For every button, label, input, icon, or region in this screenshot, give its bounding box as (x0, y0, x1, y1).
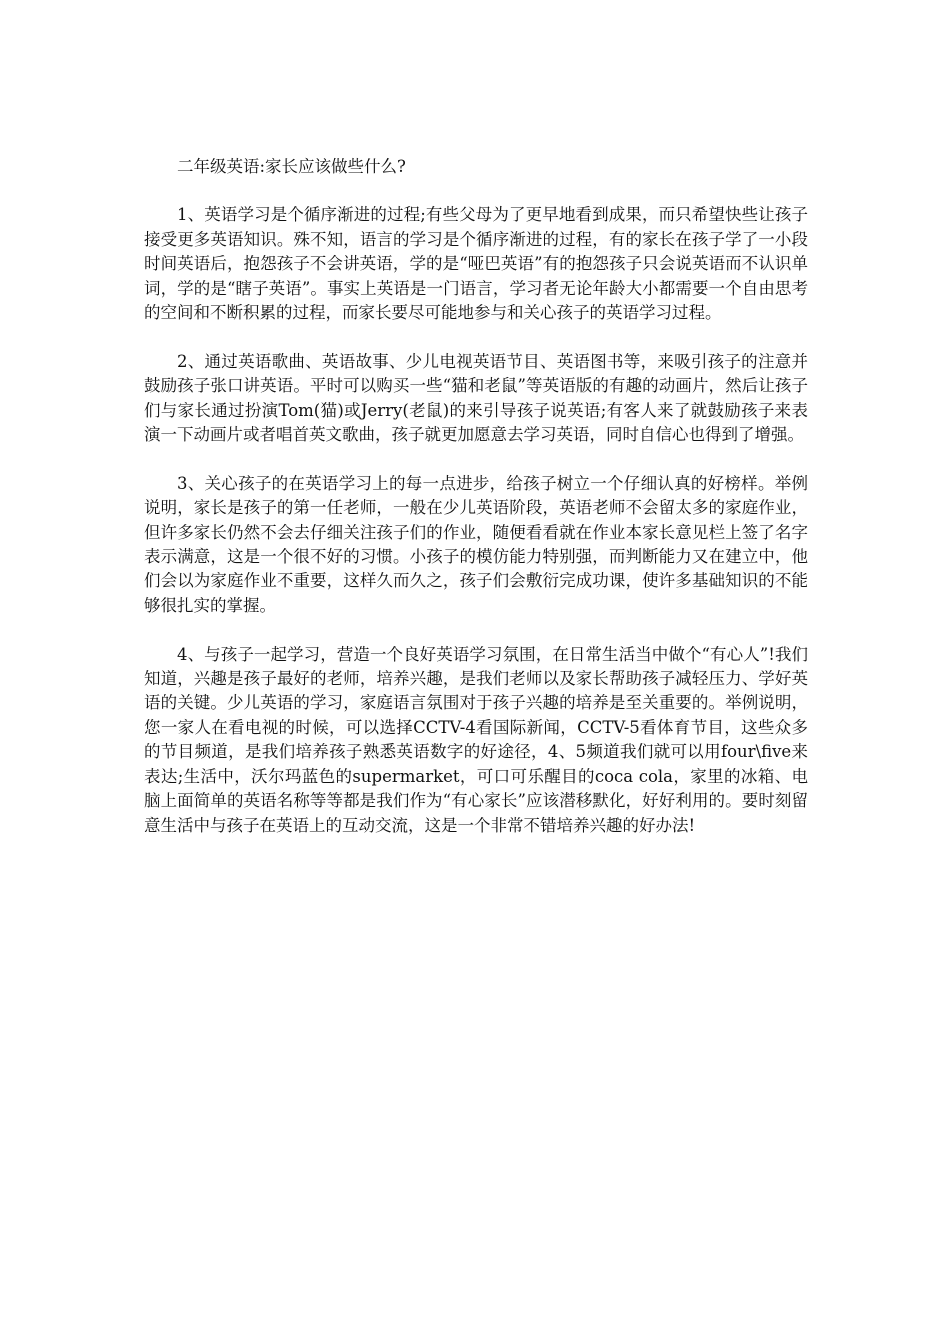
paragraph-1: 1、英语学习是个循序渐进的过程;有些父母为了更早地看到成果，而只希望快些让孩子接受更多英语知识。殊不知，语言的学习是个循序渐进的过程，有的家长在孩子学了一小段时间英语后，抱怨孩子不会讲英语，学的是“哑巴英语”有的抱怨孩子只会说英语而不认识单词，学的是“瞎子英语”。事实上英语是一门语言，学习者无论年龄大小都需要一个自由思考的空间和不断积累的过程，而家长要尽可能地参与和关心孩子的英语学习过程。 (144, 205, 808, 323)
paragraph-3: 3、关心孩子的在英语学习上的每一点进步，给孩子树立一个仔细认真的好榜样。举例说明，家长是孩子的第一任老师，一般在少儿英语阶段，英语老师不会留太多的家庭作业，但许多家长仍然不会去仔细关注孩子们的作业，随便看看就在作业本家长意见栏上签了名字表示满意，这是一个很不好的习惯。小孩子的模仿能力特别强，而判断能力又在建立中，他们会以为家庭作业不重要，这样久而久之，孩子们会敷衍完成功课，使许多基础知识的不能够很扎实的掌握。 (144, 473, 808, 615)
paragraph-2: 2、通过英语歌曲、英语故事、少儿电视英语节目、英语图书等，来吸引孩子的注意并鼓励孩子张口讲英语。平时可以购买一些“猫和老鼠”等英语版的有趣的动画片，然后让孩子们与家长通过扮演Tom(猫)或Jerry(老鼠)的来引导孩子说英语;有客人来了就鼓励孩子来表演一下动画片或者唱首英文歌曲，孩子就更加愿意去学习英语，同时自信心也得到了增强。 (144, 351, 808, 445)
document-title: 二年级英语:家长应该做些什么? (177, 157, 406, 176)
paragraph-4: 4、与孩子一起学习，营造一个良好英语学习氛围，在日常生活当中做个“有心人”!我们知道，兴趣是孩子最好的老师，培养兴趣，是我们老师以及家长帮助孩子减轻压力、学好英语的关键。少儿英语的学习，家庭语言氛围对于孩子兴趣的培养是至关重要的。举例说明，您一家人在看电视的时候，可以选择CCTV-4看国际新闻，CCTV-5看体育节目，这些众多的节目频道，是我们培养孩子熟悉英语数字的好途径，4、5频道我们就可以用four\five来表达;生活中，沃尔玛蓝色的supermarket，可口可乐醒目的coca cola，家里的冰箱、电脑上面简单的英语名称等等都是我们作为“有心家长”应该潜移默化，好好利用的。要时刻留意生活中与孩子在英语上的互动交流，这是一个非常不错培养兴趣的好办法! (144, 644, 808, 835)
document-body (144, 155, 808, 862)
